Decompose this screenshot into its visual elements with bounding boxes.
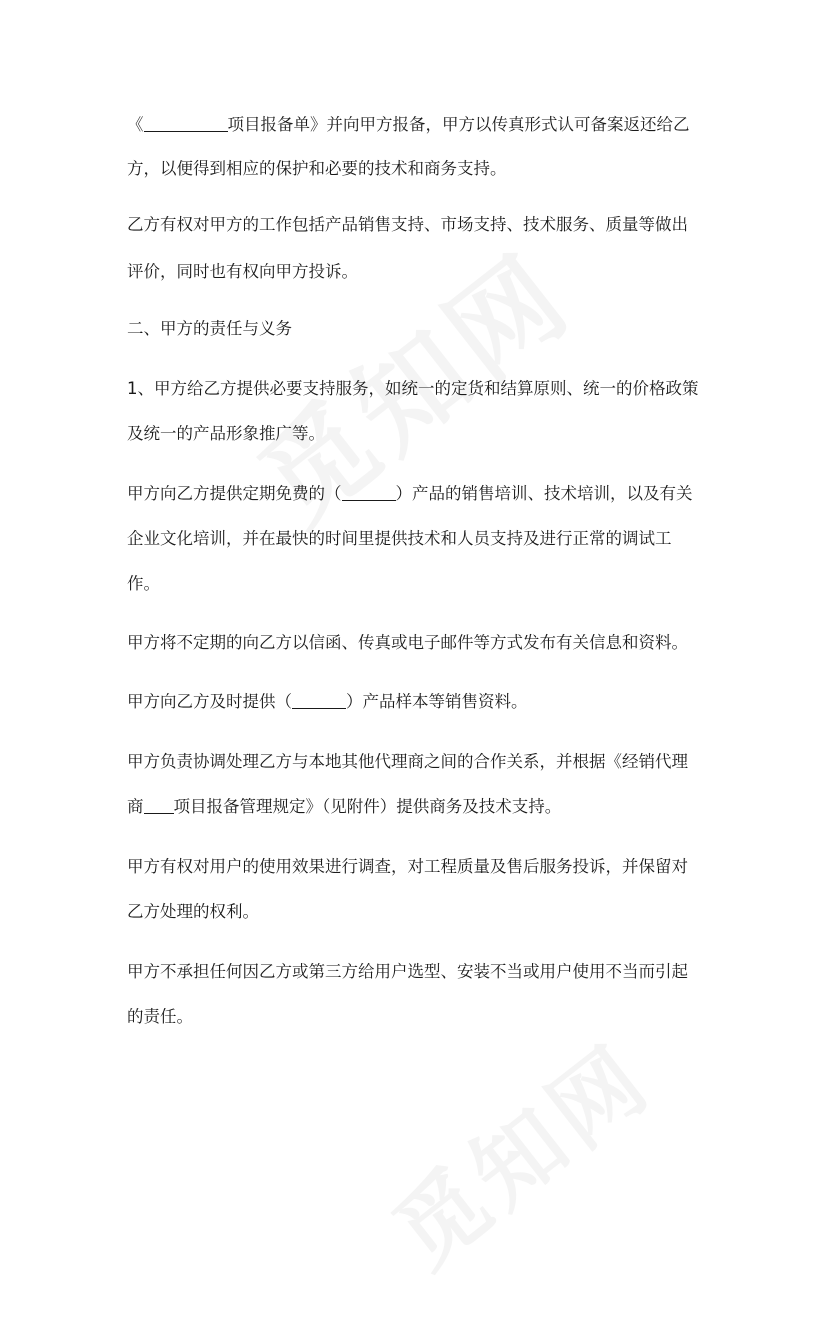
paragraph-line: 乙方处理的权利。 (127, 902, 259, 921)
fill-in-blank (292, 692, 346, 709)
paragraph-line: 乙方有权对甲方的工作包括产品销售支持、市场支持、技术服务、质量等做出 (127, 215, 688, 234)
paragraph-line: 作。 (127, 574, 160, 593)
paragraph-line: 甲方向乙方提供定期免费的（ ）产品的销售培训、技术培训，以及有关 (127, 484, 693, 503)
paragraph-line: 商 项目报备管理规定》（见附件）提供商务及技术支持。 (127, 797, 562, 816)
paragraph-line: 及统一的产品形象推广等。 (127, 424, 325, 443)
paragraph-line: 企业文化培训，并在最快的时间里提供技术和人员支持及进行正常的调试工 (127, 529, 672, 548)
paragraph-line: 方，以便得到相应的保护和必要的技术和商务支持。 (127, 159, 507, 178)
fill-in-blank (144, 115, 228, 132)
paragraph-line: 的责任。 (127, 1007, 193, 1026)
watermark (222, 269, 538, 571)
fill-in-blank (342, 484, 396, 501)
watermark-bottom (362, 1029, 678, 1331)
paragraph-line: 甲方将不定期的向乙方以信函、传真或电子邮件等方式发布有关信息和资料。 (127, 633, 688, 652)
paragraph-line: 甲方不承担任何因乙方或第三方给用户选型、安装不当或用户使用不当而引起 (127, 962, 688, 981)
paragraph-line: 甲方有权对用户的使用效果进行调查，对工程质量及售后服务投诉，并保留对 (127, 857, 688, 876)
paragraph-line: 甲方向乙方及时提供（ ）产品样本等销售资料。 (127, 692, 528, 711)
paragraph-line: 《 项目报备单》并向甲方报备，甲方以传真形式认可备案返还给乙 (127, 115, 690, 134)
paragraph-line: 甲方负责协调处理乙方与本地其他代理商之间的合作关系，并根据《经销代理 (127, 752, 688, 771)
paragraph-line: 1、甲方给乙方提供必要支持服务，如统一的定货和结算原则、统一的价格政策 (127, 379, 699, 398)
section-heading: 二、甲方的责任与义务 (127, 319, 292, 338)
fill-in-blank (144, 797, 174, 814)
paragraph-line: 评价，同时也有权向甲方投诉。 (127, 262, 358, 281)
